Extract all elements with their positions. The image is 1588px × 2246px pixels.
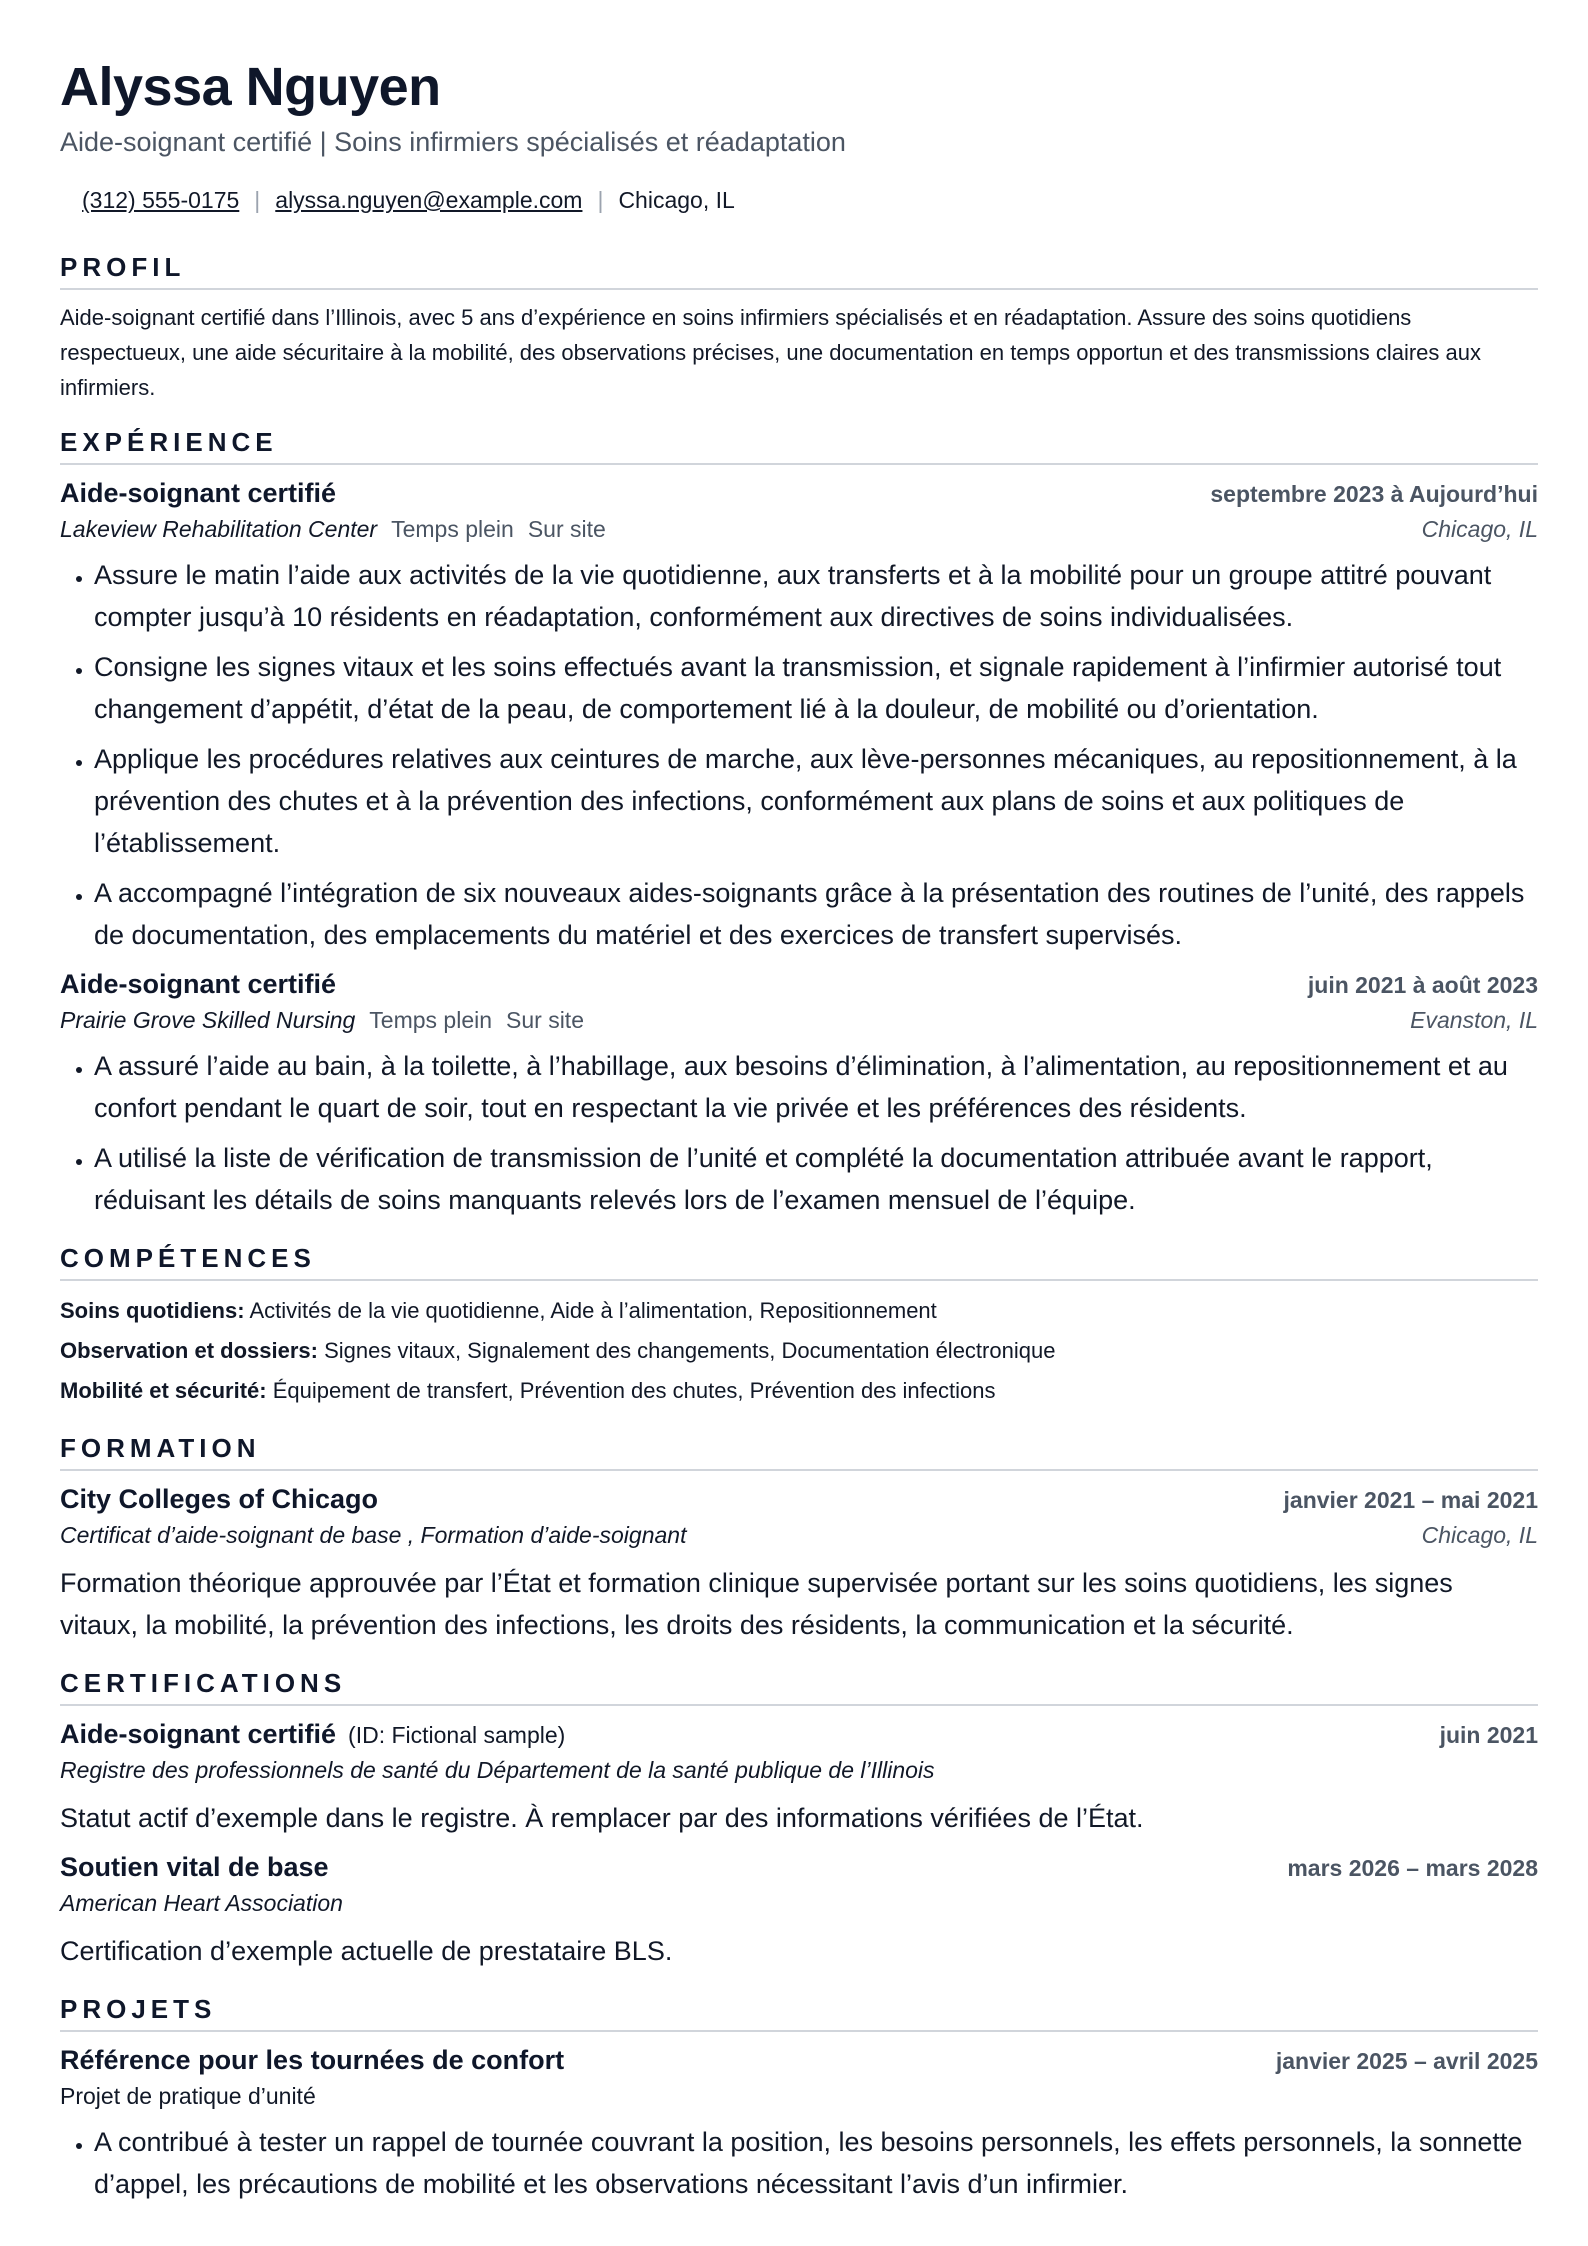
project-title: Référence pour les tournées de confort bbox=[60, 2045, 565, 2075]
location-text: Chicago, IL bbox=[618, 187, 735, 213]
job-title: Aide-soignant certifié bbox=[60, 478, 337, 508]
certification-issuer: Registre des professionnels de santé du Département de la santé publique de l’Illinois bbox=[60, 1757, 935, 1783]
skill-values: Équipement de transfert, Prévention des chutes, Prévention des infections bbox=[272, 1378, 996, 1403]
section-title-education: FORMATION bbox=[60, 1431, 1538, 1471]
bullet-item: • A accompagné l’intégration de six nouveaux aides-soignants grâce à la présentation des routines de l’unité, des rappels de documentation, des emplacements du matériel et des exercices de transfert supervisés. bbox=[94, 872, 1538, 956]
job-location: Evanston, IL bbox=[1410, 1007, 1538, 1033]
candidate-headline: Aide-soignant certifié | Soins infirmiers spécialisés et réadaptation bbox=[60, 127, 846, 157]
job-date: juin 2021 à août 2023 bbox=[1307, 972, 1538, 998]
skill-row bbox=[60, 1331, 1538, 1371]
skill-values: Signes vitaux, Signalement des changements, Documentation électronique bbox=[324, 1338, 1056, 1363]
email-link[interactable]: alyssa.nguyen@example.com bbox=[275, 187, 583, 213]
skills-list bbox=[60, 1291, 1538, 1411]
job-employer: Lakeview Rehabilitation Center bbox=[60, 516, 378, 542]
job-employer: Prairie Grove Skilled Nursing bbox=[60, 1007, 356, 1033]
certification-entry bbox=[60, 1849, 1538, 1972]
bullet-item: • A utilisé la liste de vérification de transmission de l’unité et complété la documentation attribuée avant le rapport, réduisant les détails de soins manquants relevés lors de l’examen mensuel de l’équipe. bbox=[94, 1137, 1538, 1221]
job-bullets bbox=[60, 1045, 1538, 1221]
certification-title: Soutien vital de base bbox=[60, 1852, 329, 1882]
school-name: City Colleges of Chicago bbox=[60, 1484, 379, 1514]
education-date: janvier 2021 – mai 2021 bbox=[1283, 1487, 1538, 1513]
contact-separator: | bbox=[597, 187, 604, 213]
experience-entry bbox=[60, 966, 1538, 1221]
job-date: septembre 2023 à Aujourd’hui bbox=[1210, 481, 1538, 507]
skill-values: Activités de la vie quotidienne, Aide à l’alimentation, Repositionnement bbox=[249, 1298, 937, 1323]
project-subtitle: Projet de pratique d’unité bbox=[60, 2083, 316, 2109]
bullet-item: • A assuré l’aide au bain, à la toilette, à l’habillage, aux besoins d’élimination, à l’alimentation, au repositionnement et au confort pendant le quart de soir, tout en respectant la vie privée et les préférences des résidents. bbox=[94, 1045, 1538, 1129]
education-location: Chicago, IL bbox=[1421, 1522, 1538, 1548]
skill-label: Observation et dossiers: bbox=[60, 1338, 318, 1363]
certification-date: mars 2026 – mars 2028 bbox=[1287, 1855, 1538, 1881]
candidate-name: Alyssa Nguyen bbox=[60, 57, 441, 117]
education-description: Formation théorique approuvée par l’État et formation clinique supervisée portant sur les soins quotidiens, les signes vitaux, la mobilité, la prévention des infections, les droits des résidents, la communication et la sécurité. bbox=[60, 1568, 1453, 1640]
bullet-item: • A contribué à tester un rappel de tournée couvrant la position, les besoins personnels, les effets personnels, la sonnette d’appel, les précautions de mobilité et les observations nécessitant l’avis d’un infirmier. bbox=[94, 2121, 1538, 2205]
job-mode: Sur site bbox=[506, 1007, 584, 1033]
section-title-certifications: CERTIFICATIONS bbox=[60, 1666, 1538, 1706]
bullet-item: • Assure le matin l’aide aux activités de la vie quotidienne, aux transferts et à la mobilité pour un groupe attitré pouvant compter jusqu’à 10 résidents en réadaptation, conformément aux directives de soins individualisées. bbox=[94, 554, 1538, 638]
section-title-projects: PROJETS bbox=[60, 1992, 1538, 2032]
contact-separator: | bbox=[254, 187, 261, 213]
job-title: Aide-soignant certifié bbox=[60, 969, 337, 999]
section-title-profile: PROFIL bbox=[60, 250, 1538, 290]
skill-label: Mobilité et sécurité: bbox=[60, 1378, 267, 1403]
resume-page bbox=[60, 52, 1538, 2213]
contact-line bbox=[60, 184, 1538, 216]
job-location: Chicago, IL bbox=[1421, 516, 1538, 542]
certification-entry bbox=[60, 1716, 1538, 1839]
phone-link[interactable]: (312) 555-0175 bbox=[82, 187, 240, 213]
certification-description: Statut actif d’exemple dans le registre. À remplacer par des informations vérifiées de l’État. bbox=[60, 1803, 1144, 1833]
project-date: janvier 2025 – avril 2025 bbox=[1275, 2048, 1538, 2074]
skill-label: Soins quotidiens: bbox=[60, 1298, 245, 1323]
resume-header bbox=[60, 52, 1538, 216]
certification-id: (ID: Fictional sample) bbox=[348, 1722, 566, 1748]
skill-row bbox=[60, 1371, 1538, 1411]
job-bullets bbox=[60, 554, 1538, 956]
section-title-skills: COMPÉTENCES bbox=[60, 1241, 1538, 1281]
job-type: Temps plein bbox=[369, 1007, 493, 1033]
project-bullets bbox=[60, 2121, 1538, 2205]
education-entry bbox=[60, 1481, 1538, 1646]
experience-entry bbox=[60, 475, 1538, 956]
skill-row bbox=[60, 1291, 1538, 1331]
job-type: Temps plein bbox=[391, 516, 514, 542]
bullet-item: • Applique les procédures relatives aux ceintures de marche, aux lève-personnes mécaniques, au repositionnement, à la prévention des chutes et à la prévention des infections, conformément aux plans de soins et aux politiques de l’établissement. bbox=[94, 738, 1538, 864]
section-title-experience: EXPÉRIENCE bbox=[60, 425, 1538, 465]
bullet-item: • Consigne les signes vitaux et les soins effectués avant la transmission, et signale rapidement à l’infirmier autorisé tout changement d’appétit, d’état de la peau, de comportement lié à la douleur, de mobilité ou d’orientation. bbox=[94, 646, 1538, 730]
certification-description: Certification d’exemple actuelle de prestataire BLS. bbox=[60, 1936, 673, 1966]
certification-issuer: American Heart Association bbox=[60, 1890, 343, 1916]
education-program: Certificat d’aide-soignant de base , Formation d’aide-soignant bbox=[60, 1522, 687, 1548]
certification-date: juin 2021 bbox=[1439, 1722, 1538, 1748]
project-entry bbox=[60, 2042, 1538, 2205]
job-mode: Sur site bbox=[527, 516, 606, 542]
profile-summary: Aide-soignant certifié dans l’Illinois, avec 5 ans d’expérience en soins infirmiers spécialisés et en réadaptation. Assure des soins quotidiens respectueux, une aide sécuritaire à la mobilité, des observations précises, une documentation en temps opportun et des transmissions claires aux infirmiers. bbox=[60, 305, 1481, 400]
certification-title: Aide-soignant certifié bbox=[60, 1719, 337, 1749]
